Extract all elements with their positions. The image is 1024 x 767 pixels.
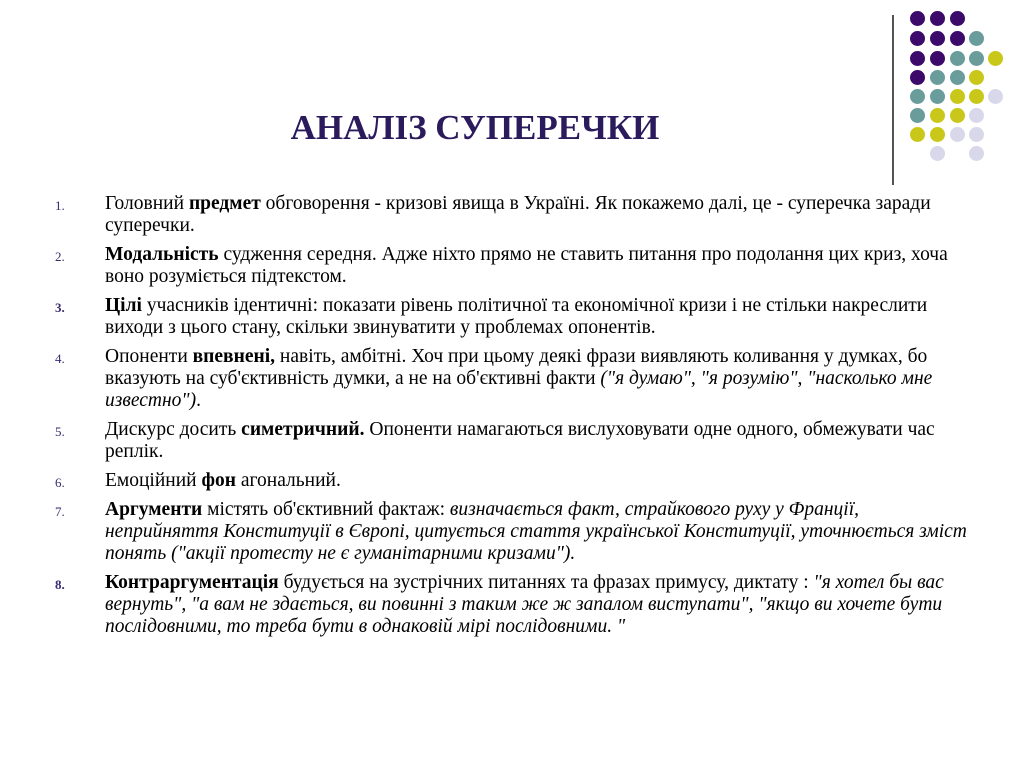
- dot-teal: [950, 70, 965, 85]
- list-item: [55, 346, 975, 412]
- dot-yellow: [930, 127, 945, 142]
- item-text: Опоненти намагаються вислуховувати одне одного, обмежувати час реплік.: [105, 419, 935, 462]
- italic-quote: "я хотел бы вас вернуть", "а вам не здається, ви повинні з таким же ж запалом виступати", "якщо ви хочете бути послідовними, то треба бути в однаковій мірі послідовними. ": [105, 572, 944, 637]
- dot-yellow: [969, 70, 984, 85]
- bold-term: предмет: [188, 193, 261, 214]
- list-item: [55, 193, 975, 237]
- dot-teal: [969, 51, 984, 66]
- dot-lavender: [969, 127, 984, 142]
- slide-title: АНАЛІЗ СУПЕРЕЧКИ: [290, 108, 660, 147]
- item-text: обговорення - кризові явища в Україні. Як покажемо далі, це - суперечка заради суперечки.: [105, 193, 931, 236]
- bold-term: фон: [201, 470, 236, 491]
- list-number: 2.: [55, 249, 65, 264]
- item-text: агональний.: [235, 470, 341, 491]
- list-number: 6.: [55, 475, 65, 490]
- vertical-divider-line: [892, 15, 894, 185]
- item-text: судження середня. Адже ніхто прямо не ставить питання про подолання цих криз, хоча воно розуміється підтекстом.: [105, 244, 948, 287]
- item-text: будується на зустрічних питаннях та фразах примусу, диктату :: [278, 572, 814, 593]
- list-number: 7.: [55, 504, 65, 519]
- item-text: учасників ідентичні: показати рівень політичної та економічної кризи і не стільки накреслити виходи з цього стану, скільки звинуватити у проблемах опонентів.: [105, 295, 928, 338]
- list-number: 8.: [55, 577, 65, 592]
- list-number: 5.: [55, 424, 65, 439]
- bold-term: симетричний.: [241, 419, 365, 440]
- italic-quote: визначається факт, страйкового руху у Франції, неприйняття Конституції в Європі, цитується стаття української Конституції, уточнюється зміст понять ("акції протесту не є гуманітарними кризами").: [105, 499, 967, 564]
- dot-purple: [910, 70, 925, 85]
- dot-purple: [930, 11, 945, 26]
- item-text: Дискурс досить: [105, 419, 242, 440]
- item-text: навіть, амбітні. Хоч при цьому деякі фрази виявляють коливання у думках, бо вказують на суб'єктивність думки, а не на об'єктивні факти: [105, 346, 928, 389]
- dot-lavender: [950, 127, 965, 142]
- list-number: 1.: [55, 198, 65, 213]
- numbered-list: [55, 193, 975, 645]
- dot-teal: [969, 31, 984, 46]
- bold-term: впевнені,: [192, 346, 276, 367]
- dot-lavender: [969, 108, 984, 123]
- dot-purple: [910, 51, 925, 66]
- dot-purple: [910, 11, 925, 26]
- dot-lavender: [969, 146, 984, 161]
- dot-teal: [930, 70, 945, 85]
- dot-purple: [930, 31, 945, 46]
- dot-yellow: [988, 51, 1003, 66]
- dot-yellow: [950, 89, 965, 104]
- dot-lavender: [930, 146, 945, 161]
- dot-purple: [950, 31, 965, 46]
- dot-yellow: [969, 89, 984, 104]
- bold-term: Модальність: [105, 244, 219, 265]
- dot-purple: [950, 11, 965, 26]
- bold-term: Контраргументація: [105, 572, 279, 593]
- dot-yellow: [910, 127, 925, 142]
- dot-purple: [910, 31, 925, 46]
- dot-yellow: [930, 108, 945, 123]
- item-text: Головний: [105, 193, 189, 214]
- dot-purple: [930, 51, 945, 66]
- list-number: 3.: [55, 300, 65, 315]
- list-item: [55, 499, 975, 565]
- item-text: Опоненти: [105, 346, 193, 367]
- italic-quote: ("я думаю", "я розумію", "насколько мне известно"): [105, 368, 933, 411]
- dot-teal: [910, 89, 925, 104]
- item-text: .: [196, 390, 201, 411]
- item-text: містять об'єктивний фактаж:: [202, 499, 450, 520]
- list-item: [55, 244, 975, 288]
- bold-term: Аргументи: [105, 499, 203, 520]
- dot-teal: [950, 51, 965, 66]
- bold-term: Цілі: [105, 295, 142, 316]
- item-text: Емоційний: [105, 470, 202, 491]
- list-item: [55, 419, 975, 463]
- dot-yellow: [950, 108, 965, 123]
- dot-teal: [930, 89, 945, 104]
- list-item: [55, 572, 975, 638]
- dot-teal: [910, 108, 925, 123]
- dot-lavender: [988, 89, 1003, 104]
- list-number: 4.: [55, 351, 65, 366]
- list-item: [55, 470, 975, 492]
- list-item: [55, 295, 975, 339]
